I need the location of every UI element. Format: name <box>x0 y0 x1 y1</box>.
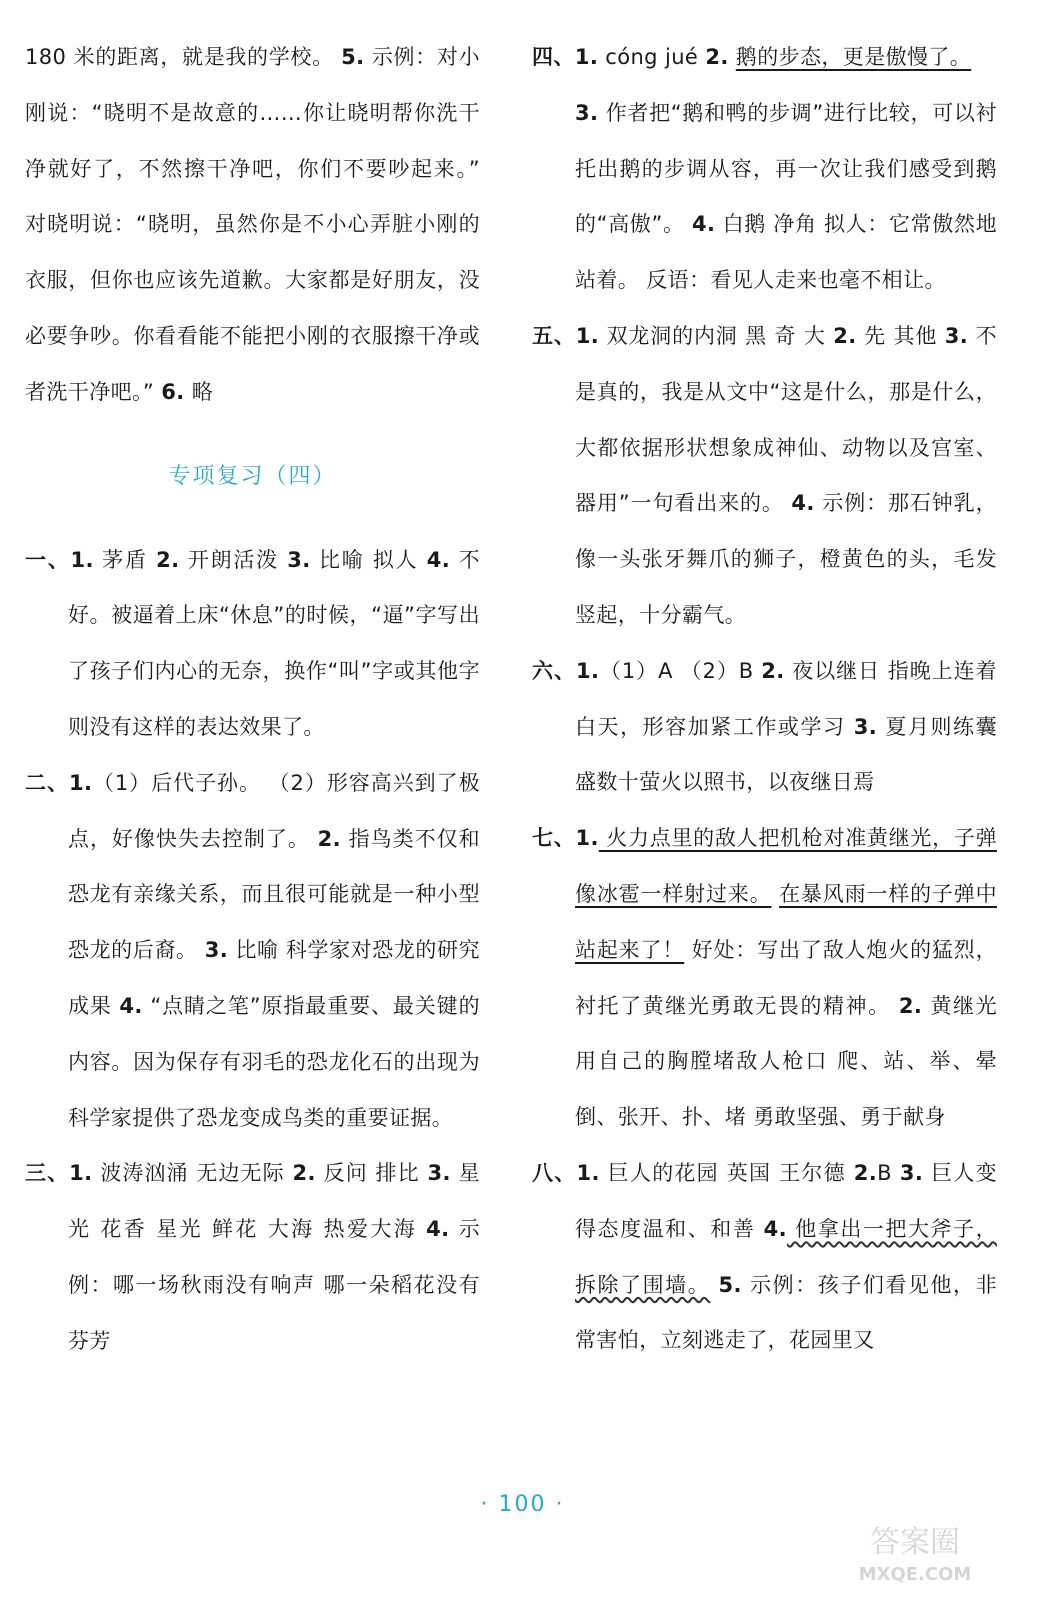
answer-block-6: 六、1.（1）A （2）B 2. 夜以继日 指晚上连着白天，形容加紧工作或学习 3. 夏月则练囊盛数十萤火以照书，以夜继日焉 <box>532 658 998 795</box>
section-title: 专项复习（四） <box>168 463 337 489</box>
right-column <box>532 30 997 1369</box>
watermark-logo <box>815 1518 1015 1588</box>
answer-block-5: 五、1. 双龙洞的内洞 黑 奇 大 2. 先 其他 3. 不是真的，我是从文中“这是什么，那是什么，大都依据形状想象成神仙、动物以及宫室、器用”一句看出来的。 4. 示例：那石钟乳，像一头张牙舞爪的狮子，橙黄色的头，毛发竖起，十分霸气。 <box>532 323 997 627</box>
underlined-sentence-2: 在暴风雨一样的子弹中站起来了！ <box>575 881 997 962</box>
answer-block-8: 八、1. 巨人的花园 英国 王尔德 2.B 3. 巨人变得态度温和、和善 4. 他拿出一把大斧子，拆除了围墙。 5. 示例：孩子们看见他，非常害怕，立刻逃走了，花园里又 <box>532 1160 997 1353</box>
underlined-answer: 鹅的步态，更是傲慢了。 <box>735 45 972 69</box>
intro-paragraph: 180 米的距离，就是我的学校。 5. 示例：对小刚说：“晓明不是故意的……你让晓明帮你洗干净就好了，不然擦干净吧，你们不要吵起来。” 对晓明说：“晓明，虽然你是不小心弄脏小刚的衣服，但你也应该先道歉。大家都是好朋友，没必要争吵。你看看能不能把小刚的衣服擦干净或者洗干净吧。” 6. 略 <box>25 45 480 404</box>
answer-block-4: 四、1. cóng jué 2. 鹅的步态，更是傲慢了。 3. 作者把“鹅和鸭的步调”进行比较，可以衬托出鹅的步调从容，再一次让我们感受到鹅的“高傲”。 4. 白鹅 净角 拟人：它常傲然地站着。 反语：看见人走来也毫不相让。 <box>532 45 997 293</box>
page-number: · 100 · <box>480 1492 565 1517</box>
wavy-underlined-sentence: 他拿出一把大斧子，拆除了围墙。 <box>575 1216 997 1297</box>
watermark-bottom: MXQE.COM <box>858 1564 972 1585</box>
answer-block-3: 三、1. 波涛汹涌 无边无际 2. 反问 排比 3. 星光 花香 星光 鲜花 大海 热爱大海 4. 示例：哪一场秋雨没有响声 哪一朵稻花没有芬芳 <box>25 1161 480 1353</box>
answer-block-7: 七、1. 火力点里的敌人把机枪对准黄继光，子弹像冰雹一样射过来。 在暴风雨一样的子弹中站起来了！ 好处：写出了敌人炮火的猛烈，衬托了黄继光勇敢无畏的精神。 2. 黄继光用自己的胸膛堵敌人枪口 爬、站、举、晕倒、张开、扑、堵 勇敢坚强、勇于献身 <box>532 826 997 1130</box>
answer-block-2: 二、1.（1）后代子孙。 （2）形容高兴到了极点，好像快失去控制了。 2. 指鸟类不仅和恐龙有亲缘关系，而且很可能就是一种小型恐龙的后裔。 3. 比喻 科学家对恐龙的研究成果 4. “点睛之笔”原指最重要、最关键的内容。因为保存有羽毛的恐龙化石的出现为科学家提供了恐龙变成鸟类的重要证据。 <box>25 770 480 1130</box>
underlined-sentence-1: 火力点里的敌人把机枪对准黄继光，子弹像冰雹一样射过来。 <box>575 826 997 906</box>
answer-block-1: 一、1. 茅盾 2. 开朗活泼 3. 比喻 拟人 4. 不好。被逼着上床“休息”的时候，“逼”字写出了孩子们内心的无奈，换作“叫”字或其他字则没有这样的表达效果了。 <box>25 547 480 739</box>
watermark-top: 答案圈 <box>870 1525 960 1560</box>
left-column <box>25 30 480 1370</box>
